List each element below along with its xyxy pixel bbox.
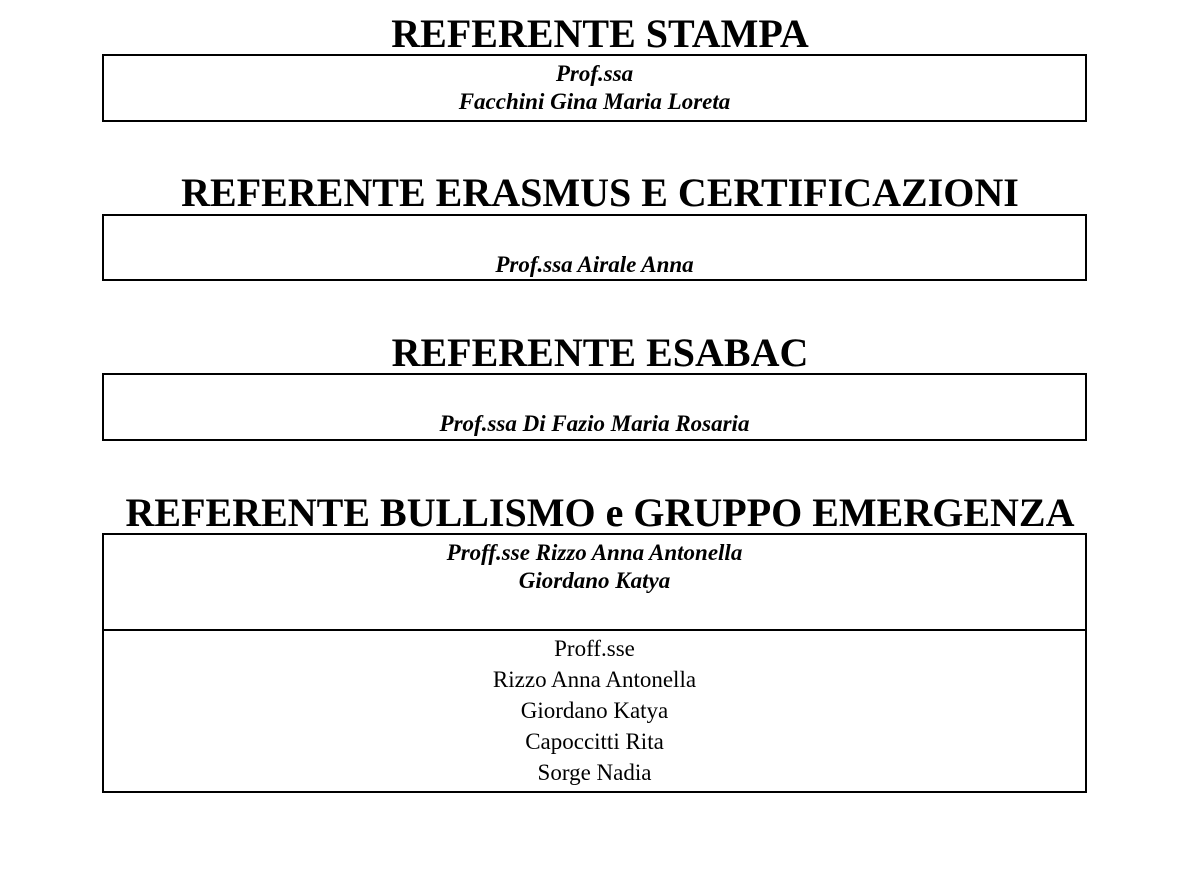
gruppo-emergenza-member: Rizzo Anna Antonella [492,667,697,692]
heading-referente-esabac: REFERENTE ESABAC [391,330,809,375]
heading-referente-erasmus: REFERENTE ERASMUS E CERTIFICAZIONI [181,170,1019,215]
box-referente-stampa [102,54,1087,122]
referente-stampa-cell [104,56,1085,116]
referente-bullismo-cell [104,535,1085,629]
referente-bullismo-name: Giordano Katya [518,568,671,593]
gruppo-emergenza-cell [104,629,1085,788]
gruppo-emergenza-member: Giordano Katya [520,698,669,723]
gruppo-emergenza-title: Proff.sse [554,636,635,661]
box-referente-bullismo [102,533,1087,793]
referente-stampa-name: Facchini Gina Maria Loreta [458,89,731,114]
referente-erasmus-cell [104,216,1085,279]
box-referente-esabac [102,373,1087,441]
referente-erasmus-name: Prof.ssa Airale Anna [495,252,694,277]
gruppo-emergenza-member: Sorge Nadia [537,760,652,785]
referente-esabac-cell [104,375,1085,438]
referente-stampa-title: Prof.ssa [555,61,634,86]
referente-esabac-name: Prof.ssa Di Fazio Maria Rosaria [439,411,750,436]
heading-referente-stampa: REFERENTE STAMPA [391,11,809,56]
referente-bullismo-title-name: Proff.sse Rizzo Anna Antonella [446,540,743,565]
gruppo-emergenza-member: Capoccitti Rita [525,729,664,754]
box-referente-erasmus [102,214,1087,281]
heading-referente-bullismo: REFERENTE BULLISMO e GRUPPO EMERGENZA [125,490,1075,535]
